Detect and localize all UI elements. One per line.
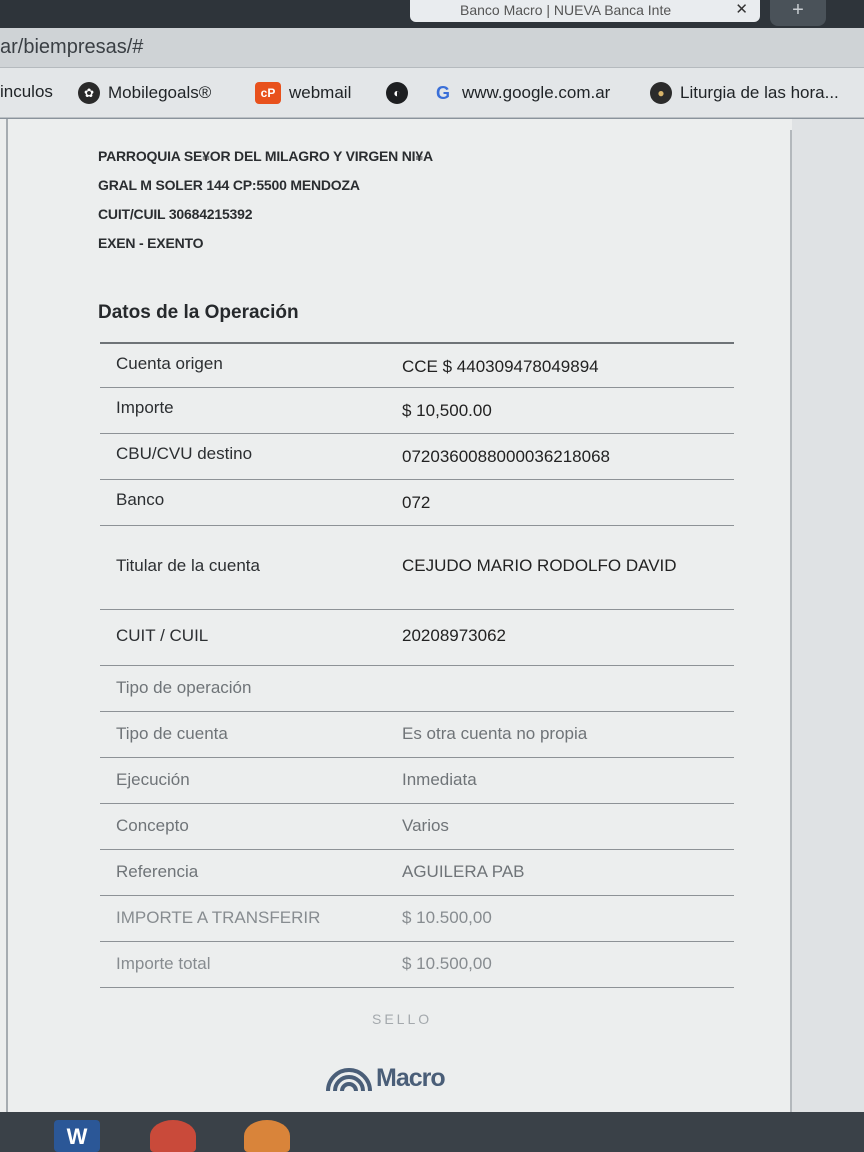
macro-logo-icon [326,1065,372,1093]
operation-table [100,342,734,988]
row-value: CEJUDO MARIO RODOLFO DAVID [402,556,677,575]
bookmark-label: www.google.com.ar [462,83,611,102]
row-label: Banco [116,490,165,509]
macro-logo [326,1064,445,1093]
client-name: PARROQUIA SE¥OR DEL MILAGRO Y VIRGEN NI¥A [98,148,433,164]
table-row [100,712,734,758]
chrome-icon[interactable] [150,1120,196,1152]
table-row [100,758,734,804]
row-value: $ 10.500,00 [402,908,492,927]
row-value: Inmediata [402,770,477,789]
word-icon[interactable] [54,1120,100,1152]
row-label: Importe total [116,954,211,973]
client-address: GRAL M SOLER 144 CP:5500 MENDOZA [98,177,360,193]
app-icon[interactable] [244,1120,290,1152]
liturgia-icon: ● [650,82,672,104]
table-row [100,342,734,388]
taskbar [0,1112,864,1152]
bookmark-label: inculos [0,82,53,101]
stamp-label: SELLO [372,1011,433,1027]
tab-strip [0,0,864,28]
cpanel-icon: cP [255,82,281,104]
row-label: Tipo de cuenta [116,724,228,743]
mobilegoals-icon: ✿ [78,82,100,104]
row-value: 0720360088000036218068 [402,447,611,466]
bookmark-label: Liturgia de las hora... [680,83,839,102]
row-label: Importe [116,398,174,417]
bookmark-liturgia[interactable] [650,82,839,104]
row-value: Es otra cuenta no propia [402,724,588,743]
close-icon[interactable]: ✕ [735,1,748,18]
table-row [100,526,734,610]
bookmark-google[interactable] [432,82,610,104]
row-label: CUIT / CUIL [116,626,209,645]
bookmark-webmail[interactable] [255,82,351,104]
table-row [100,610,734,666]
page-border [790,130,792,1112]
table-row [100,388,734,434]
url-text[interactable]: ar/biempresas/# [0,36,144,58]
row-value: $ 10,500.00 [402,401,492,420]
row-value: $ 10.500,00 [402,954,492,973]
client-cuit: CUIT/CUIL 30684215392 [98,206,253,222]
scrollbar[interactable] [792,119,864,1112]
row-label: Titular de la cuenta [116,556,260,575]
page-border [6,119,8,1112]
table-row [100,896,734,942]
row-label: IMPORTE A TRANSFERIR [116,908,321,927]
table-row [100,804,734,850]
globe-icon: ◐ [386,82,408,104]
row-label: CBU/CVU destino [116,444,253,463]
word-letter: W [66,1124,88,1149]
row-value: Varios [402,816,449,835]
table-row [100,434,734,480]
row-value: 072 [402,493,431,512]
browser-tab[interactable] [410,0,760,22]
table-row [100,480,734,526]
table-row [100,666,734,712]
bookmark-vinculos[interactable] [0,82,53,102]
row-value: AGUILERA PAB [402,862,525,881]
brand-name: Macro [376,1064,445,1092]
client-tax-status: EXEN - EXENTO [98,235,204,251]
bookmarks-bar [0,68,864,118]
row-label: Referencia [116,862,199,881]
row-label: Concepto [116,816,189,835]
section-title: Datos de la Operación [98,302,299,323]
table-row [100,942,734,988]
bookmark-label: Mobilegoals® [108,83,212,102]
row-value: 20208973062 [402,626,507,645]
table-row [100,850,734,896]
address-bar[interactable] [0,28,864,68]
tab-title: Banco Macro | NUEVA Banca Inte [460,2,672,18]
row-label: Ejecución [116,770,190,789]
client-header [98,146,433,262]
row-label: Tipo de operación [116,678,252,697]
bookmark-label: webmail [289,83,352,102]
row-value: CCE $ 440309478049894 [402,357,599,376]
new-tab-button[interactable]: + [770,0,826,26]
google-icon: G [435,83,450,103]
bookmark-globe[interactable] [386,82,416,104]
row-label: Cuenta origen [116,354,223,373]
bookmark-mobilegoals[interactable] [78,82,211,104]
